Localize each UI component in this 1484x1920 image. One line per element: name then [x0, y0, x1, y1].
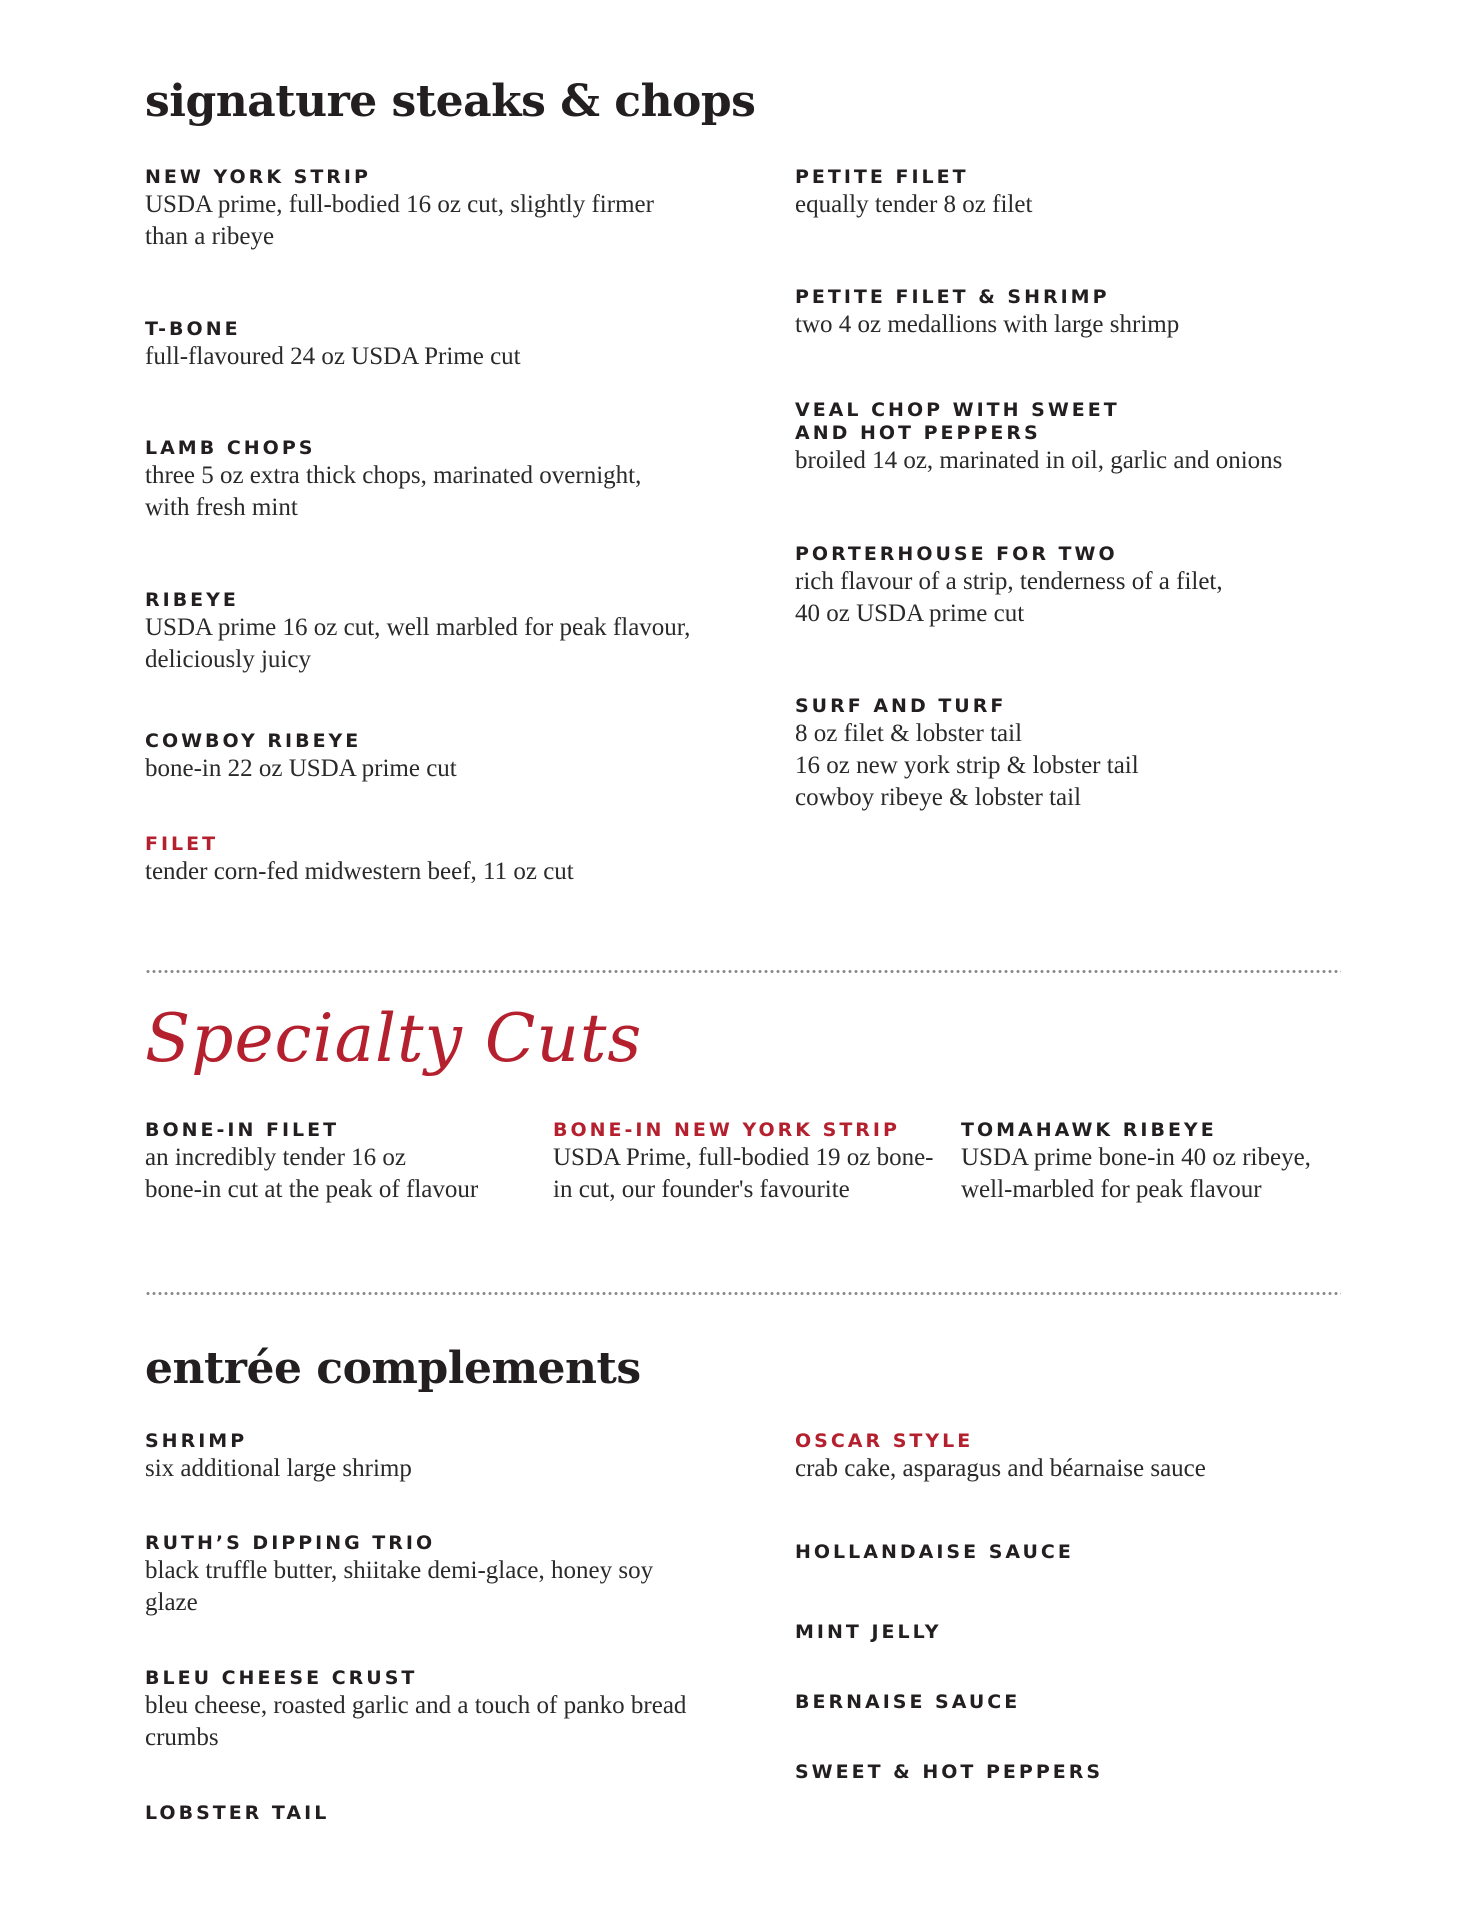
menu-item-shrimp — [145, 1430, 412, 1485]
menu-item-porterhouse — [795, 543, 1223, 630]
item-name: BERNAISE SAUCE — [795, 1691, 1021, 1713]
menu-item-mint-jelly — [795, 1621, 942, 1644]
item-desc: tender corn-fed midwestern beef, 11 oz cut — [145, 858, 574, 885]
item-name: MINT JELLY — [795, 1621, 942, 1643]
item-desc: three 5 oz extra thick chops, marinated overnight, with fresh mint — [145, 462, 642, 521]
menu-item-bone-in-filet — [145, 1119, 535, 1206]
menu-item-veal-chop — [795, 399, 1282, 477]
menu-item-new-york-strip — [145, 166, 654, 253]
item-desc: equally tender 8 oz filet — [795, 191, 1033, 218]
menu-item-sweet-hot-peppers — [795, 1761, 1103, 1784]
item-name: NEW YORK STRIP — [145, 166, 371, 188]
item-name: RIBEYE — [145, 589, 239, 611]
item-name: SURF AND TURF — [795, 695, 1007, 717]
specialty-title: Specialty Cuts — [145, 1000, 643, 1077]
menu-item-bone-in-new-york-strip — [553, 1119, 953, 1206]
menu-item-lobster-tail — [145, 1802, 329, 1825]
item-name: LAMB CHOPS — [145, 437, 316, 459]
menu-item-bernaise-sauce — [795, 1691, 1020, 1714]
item-desc: USDA prime 16 oz cut, well marbled for peak flavour, deliciously juicy — [145, 614, 691, 673]
item-desc: black truffle butter, shiitake demi-glace, honey soy glaze — [145, 1557, 654, 1616]
item-name: HOLLANDAISE SAUCE — [795, 1541, 1074, 1563]
item-desc: crab cake, asparagus and béarnaise sauce — [795, 1455, 1206, 1482]
section-divider — [145, 1290, 1341, 1297]
item-name: BONE-IN NEW YORK STRIP — [553, 1119, 900, 1141]
menu-item-ribeye — [145, 589, 690, 676]
item-name: LOBSTER TAIL — [145, 1802, 330, 1824]
item-desc: an incredibly tender 16 oz bone-in cut at the peak of flavour — [145, 1144, 479, 1203]
menu-item-tomahawk-ribeye — [961, 1119, 1341, 1206]
item-desc: USDA Prime, full-bodied 19 oz bone- in cut, our founder's favourite — [553, 1144, 934, 1203]
menu-item-surf-and-turf — [795, 695, 1139, 814]
item-name: VEAL CHOP WITH SWEET AND HOT PEPPERS — [795, 399, 1120, 444]
item-desc: rich flavour of a strip, tenderness of a filet, 40 oz USDA prime cut — [795, 568, 1223, 627]
menu-item-oscar-style — [795, 1430, 1206, 1485]
item-desc: bone-in 22 oz USDA prime cut — [145, 755, 457, 782]
menu-item-dipping-trio — [145, 1532, 653, 1619]
menu-item-filet — [145, 833, 574, 888]
item-name: PORTERHOUSE FOR TWO — [795, 543, 1118, 565]
item-name: TOMAHAWK RIBEYE — [961, 1119, 1217, 1141]
item-name: T-BONE — [145, 318, 241, 340]
menu-item-bleu-cheese-crust — [145, 1667, 686, 1754]
item-desc: USDA prime bone-in 40 oz ribeye, well-marbled for peak flavour — [961, 1144, 1311, 1203]
item-desc: USDA prime, full-bodied 16 oz cut, slightly firmer than a ribeye — [145, 191, 654, 250]
menu-item-cowboy-ribeye — [145, 730, 457, 785]
item-desc: broiled 14 oz, marinated in oil, garlic and onions — [795, 447, 1283, 474]
item-name: COWBOY RIBEYE — [145, 730, 362, 752]
item-name: FILET — [145, 833, 219, 855]
item-desc: bleu cheese, roasted garlic and a touch of panko bread crumbs — [145, 1692, 687, 1751]
item-name: OSCAR STYLE — [795, 1430, 974, 1452]
item-name: BLEU CHEESE CRUST — [145, 1667, 418, 1689]
signature-title: signature steaks & chops — [145, 76, 756, 127]
item-name: PETITE FILET & SHRIMP — [795, 286, 1110, 308]
item-desc: six additional large shrimp — [145, 1455, 412, 1482]
item-name: SHRIMP — [145, 1430, 248, 1452]
item-name: SWEET & HOT PEPPERS — [795, 1761, 1104, 1783]
menu-item-hollandaise-sauce — [795, 1541, 1074, 1564]
menu-item-lamb-chops — [145, 437, 641, 524]
item-name: PETITE FILET — [795, 166, 969, 188]
item-name: BONE-IN FILET — [145, 1119, 340, 1141]
item-desc: full-flavoured 24 oz USDA Prime cut — [145, 343, 521, 370]
complements-title: entrée complements — [145, 1343, 641, 1394]
item-desc: 8 oz filet & lobster tail 16 oz new york strip & lobster tail cowboy ribeye & lobster tail — [795, 720, 1139, 811]
item-name: RUTH’S DIPPING TRIO — [145, 1532, 436, 1554]
menu-item-t-bone — [145, 318, 521, 373]
menu-item-petite-filet-shrimp — [795, 286, 1179, 341]
section-divider — [145, 968, 1341, 975]
menu-item-petite-filet — [795, 166, 1032, 221]
item-desc: two 4 oz medallions with large shrimp — [795, 311, 1180, 338]
